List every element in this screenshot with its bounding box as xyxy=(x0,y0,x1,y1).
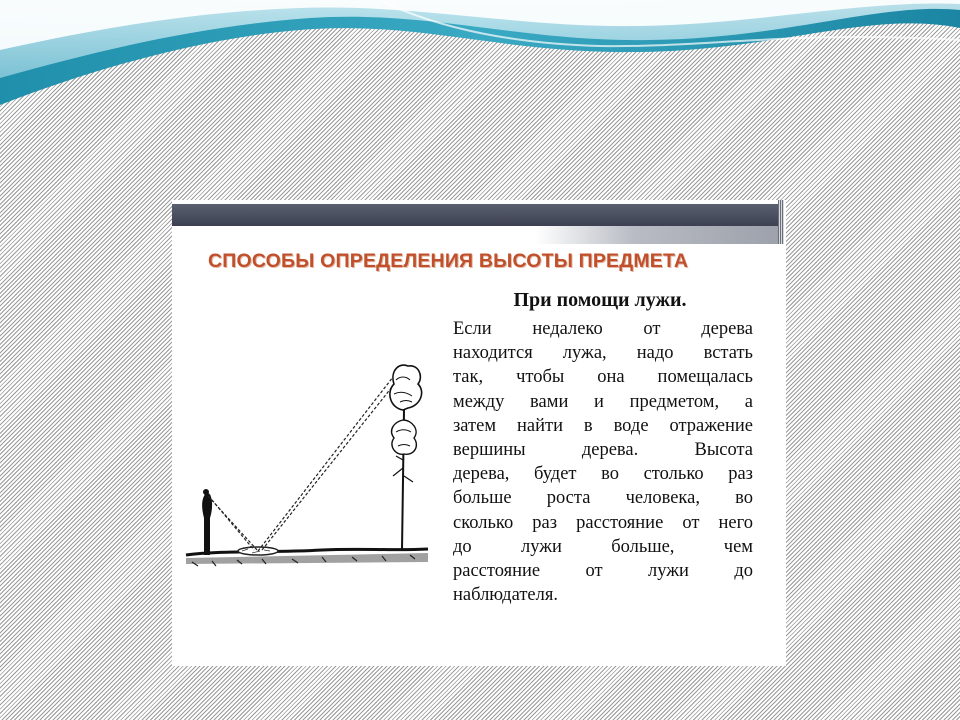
body-line: находится лужа, надо встать xyxy=(453,343,753,364)
body-line: больше роста человека, во xyxy=(453,488,753,509)
header-bar-shadow xyxy=(536,226,778,244)
body-line: затем найти в воде отражение xyxy=(453,415,753,436)
tree-puddle-observer-illustration xyxy=(182,350,432,580)
body-line: расстояние от лужи до xyxy=(453,561,753,582)
sight-lines xyxy=(208,368,404,551)
slide-title: СПОСОБЫ ОПРЕДЕЛЕНИЯ ВЫСОТЫ ПРЕДМЕТА xyxy=(208,250,689,272)
body-paragraph xyxy=(453,317,753,607)
subtitle: При помощи лужи. xyxy=(513,289,687,311)
body-line: между вами и предметом, а xyxy=(453,391,753,412)
tree xyxy=(390,365,422,550)
body-line: до лужи больше, чем xyxy=(453,536,753,557)
header-bar-edge xyxy=(778,200,784,244)
body-line: вершины дерева. Высота xyxy=(453,440,753,461)
body-line: наблюдателя. xyxy=(453,585,558,606)
body-line: так, чтобы она помещалась xyxy=(453,367,753,388)
slide-card xyxy=(172,200,786,666)
header-bar xyxy=(172,204,778,226)
ground xyxy=(186,549,428,566)
body-line: Если недалеко от дерева xyxy=(453,319,753,339)
observer-person xyxy=(202,489,212,555)
wave-header-decoration xyxy=(0,0,960,130)
body-line: сколько раз расстояние от него xyxy=(453,512,753,533)
body-line: дерева, будет во столько раз xyxy=(453,464,753,485)
